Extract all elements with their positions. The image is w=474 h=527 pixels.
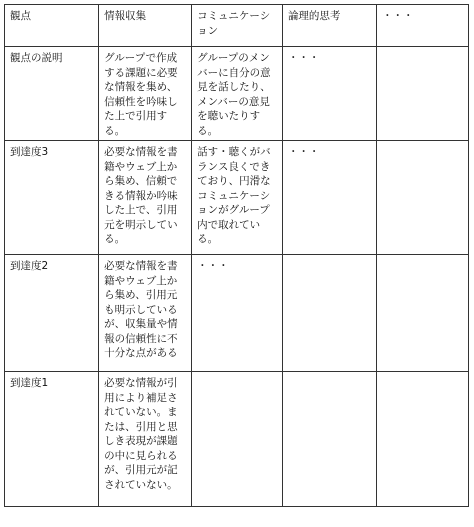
header-cell-viewpoint bbox=[5, 5, 99, 47]
table-header-row bbox=[5, 5, 469, 47]
cell-text: グループで作成する課題に必要な情報を集め、信頼性を吟味した上で引用する。 bbox=[104, 52, 178, 137]
table-cell bbox=[377, 255, 469, 372]
row-label: 到達度1 bbox=[10, 377, 49, 389]
header-cell-information-gathering bbox=[99, 5, 192, 47]
table-cell bbox=[282, 372, 376, 507]
table-row-level-2 bbox=[5, 255, 469, 372]
cell-text: 必要な情報を書籍やウェブ上から集め、引用元も明示しているが、収集量や情報の信頼性に不十分な点がある bbox=[104, 260, 178, 359]
cell-text: ・・・ bbox=[287, 146, 320, 158]
row-label-cell bbox=[5, 372, 99, 507]
table-cell bbox=[192, 141, 283, 255]
table-cell bbox=[377, 47, 469, 141]
table-cell bbox=[377, 372, 469, 507]
row-label: 到達度2 bbox=[10, 260, 49, 272]
table-cell bbox=[99, 372, 192, 507]
table-cell bbox=[192, 372, 283, 507]
table-row-level-3 bbox=[5, 141, 469, 255]
header-cell-ellipsis bbox=[377, 5, 469, 47]
rubric-table bbox=[4, 4, 469, 507]
row-label: 観点の説明 bbox=[10, 52, 63, 64]
table-row-level-1 bbox=[5, 372, 469, 507]
row-label: 到達度3 bbox=[10, 146, 49, 158]
header-label: 情報収集 bbox=[104, 10, 147, 22]
header-label: ・・・ bbox=[382, 10, 414, 22]
header-label: 観点 bbox=[10, 10, 31, 22]
header-cell-logical-thinking bbox=[282, 5, 376, 47]
cell-text: ・・・ bbox=[287, 52, 320, 64]
table-cell bbox=[282, 141, 376, 255]
table-cell bbox=[99, 255, 192, 372]
table-cell bbox=[282, 47, 376, 141]
header-label: コミュニケーション bbox=[197, 10, 271, 37]
table-cell bbox=[377, 141, 469, 255]
cell-text: 話す・聴くがバランス良くできており、円滑なコミュニケーションがグループ内で取れている。 bbox=[197, 146, 271, 245]
table-cell bbox=[99, 141, 192, 255]
row-label-cell bbox=[5, 141, 99, 255]
header-cell-communication bbox=[192, 5, 283, 47]
cell-text: 必要な情報を書籍やウェブ上から集め、信頼できる情報か吟味した上で、引用元を明示している。 bbox=[104, 146, 178, 245]
table-cell bbox=[282, 255, 376, 372]
cell-text: 必要な情報が引用により補足されていない。または、引用と思しき表現が課題の中に見られるが、引用元が記されていない。 bbox=[104, 377, 178, 491]
cell-text: ・・・ bbox=[197, 260, 229, 272]
header-label: 論理的思考 bbox=[287, 10, 341, 22]
cell-text: グループのメンバーに自分の意見を話したり、メンバーの意見を聴いたりする。 bbox=[197, 52, 271, 137]
table-cell bbox=[99, 47, 192, 141]
table-cell bbox=[192, 255, 283, 372]
row-label-cell bbox=[5, 255, 99, 372]
row-label-cell bbox=[5, 47, 99, 141]
table-row-description bbox=[5, 47, 469, 141]
table-cell bbox=[192, 47, 283, 141]
